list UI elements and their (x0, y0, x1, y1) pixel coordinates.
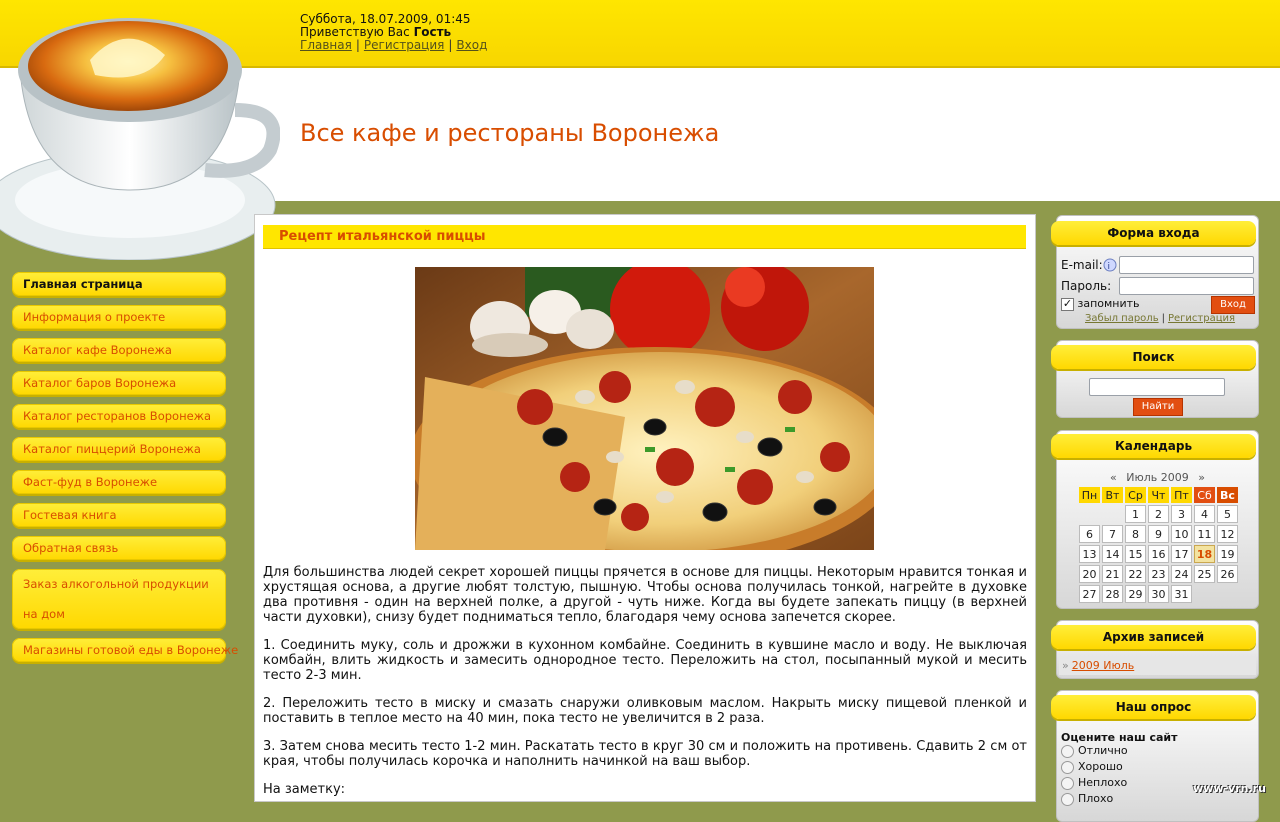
calendar-day[interactable]: 25 (1194, 565, 1215, 583)
calendar-day[interactable]: 10 (1171, 525, 1192, 543)
password-label: Пароль: (1061, 279, 1112, 293)
weekday-label: Чт (1148, 487, 1169, 503)
calendar-nav (1057, 471, 1258, 484)
openid-icon[interactable] (1103, 258, 1117, 272)
calendar-day[interactable]: 17 (1171, 545, 1192, 563)
calendar-empty-cell (1079, 505, 1100, 523)
forgot-password-link[interactable]: Забыл пароль (1085, 313, 1159, 324)
menu-item-about[interactable]: Информация о проекте (12, 305, 226, 329)
calendar-day[interactable]: 9 (1148, 525, 1169, 543)
poll-option[interactable]: Хорошо (1061, 760, 1123, 774)
calendar-day[interactable]: 22 (1125, 565, 1146, 583)
menu-item-restaurant-catalog[interactable]: Каталог ресторанов Воронежа (12, 404, 226, 428)
menu-item-alcohol-delivery[interactable]: Заказ алкогольной продукции на дом (12, 569, 226, 629)
calendar-week (1079, 565, 1238, 583)
poll-option[interactable]: Плохо (1061, 792, 1113, 806)
calendar-day[interactable]: 13 (1079, 545, 1100, 563)
login-form-block (1056, 215, 1259, 329)
article-paragraph: 3. Затем снова месить тесто 1-2 мин. Раскатать тесто в круг 30 см и положить на противень. Сдавить 2 см от края, чтобы получилась корочка и наполнить начинкой на ваш выбор. (263, 739, 1027, 769)
site-title: Все кафе и рестораны Воронежа (300, 119, 720, 147)
menu-item-fastfood[interactable]: Фаст-фуд в Воронеже (12, 470, 226, 494)
password-field[interactable] (1119, 277, 1254, 295)
calendar-day[interactable]: 21 (1102, 565, 1123, 583)
search-block (1056, 340, 1259, 418)
user-info-panel (300, 13, 487, 52)
radio-button[interactable] (1061, 745, 1074, 758)
calendar-day-today[interactable]: 18 (1194, 545, 1215, 563)
svg-text:i: i (1107, 262, 1111, 272)
calendar-day[interactable]: 15 (1125, 545, 1146, 563)
email-field[interactable] (1119, 256, 1254, 274)
menu-item-pizzeria-catalog[interactable]: Каталог пиццерий Воронежа (12, 437, 226, 461)
article-title-bar (263, 225, 1026, 249)
login-links: Забыл пароль | Регистрация (1085, 313, 1236, 324)
weekday-label: Вс (1217, 487, 1238, 503)
article-paragraph: 2. Переложить тесто в миску и смазать снаружи оливковым маслом. Накрыть миску пищевой пленкой и поставить в теплое место на 40 мин, пока тесто не увеличится в 2 раза. (263, 696, 1027, 726)
calendar-day[interactable]: 31 (1171, 585, 1192, 603)
article-title: Рецепт итальянской пиццы (279, 229, 486, 244)
calendar-next[interactable]: » (1198, 471, 1205, 484)
calendar-empty-cell (1217, 585, 1238, 603)
main-menu (12, 272, 239, 671)
login-form-title: Форма входа (1051, 221, 1256, 245)
register-link-small[interactable]: Регистрация (1167, 313, 1236, 324)
weekday-label: Ср (1125, 487, 1146, 503)
calendar-title: Календарь (1051, 434, 1256, 458)
calendar-day[interactable]: 7 (1102, 525, 1123, 543)
weekday-label: Пт (1171, 487, 1192, 503)
calendar-block (1056, 430, 1259, 609)
calendar-day[interactable]: 4 (1194, 505, 1215, 523)
calendar-day[interactable]: 3 (1171, 505, 1192, 523)
remember-label: запомнить (1077, 297, 1140, 310)
radio-button[interactable] (1061, 793, 1074, 806)
calendar-day[interactable]: 27 (1079, 585, 1100, 603)
login-submit-button[interactable]: Вход (1211, 296, 1255, 314)
calendar-day[interactable]: 23 (1148, 565, 1169, 583)
top-links: Главная | Регистрация | Вход (300, 38, 488, 52)
calendar-empty-cell (1194, 585, 1215, 603)
poll-option[interactable]: Отлично (1061, 744, 1128, 758)
home-link[interactable]: Главная (300, 38, 352, 52)
calendar-week (1079, 525, 1238, 543)
calendar-day[interactable]: 8 (1125, 525, 1146, 543)
menu-item-cafe-catalog[interactable]: Каталог кафе Воронежа (12, 338, 226, 362)
weekday-label: Пн (1079, 487, 1100, 503)
radio-button[interactable] (1061, 777, 1074, 790)
archive-item (1059, 657, 1256, 675)
calendar-grid (1077, 485, 1240, 605)
calendar-day[interactable]: 26 (1217, 565, 1238, 583)
poll-option[interactable]: Неплохо (1061, 776, 1127, 790)
menu-item-home[interactable]: Главная страница (12, 272, 226, 296)
poll-title: Наш опрос (1051, 695, 1256, 719)
watermark: www-vrn.ru (1193, 782, 1266, 795)
menu-item-ready-food-shops[interactable]: Магазины готовой еды в Воронеже (12, 638, 226, 662)
search-title: Поиск (1051, 345, 1256, 369)
article-paragraph: Для большинства людей секрет хорошей пиццы прячется в основе для пиццы. Некоторым нравится тонкая и хрустящая основа, а другие любят толстую, пышную. Чтобы основа получилась тонкой, нагрейте в духовке два противня - один на верхней полке, а другой - чуть ниже. Когда вы будете запекать пиццу (в верхней части духовки), снизу будет подниматься тепло, благодаря чему основа запечется скорее. (263, 565, 1027, 625)
calendar-week (1079, 585, 1238, 603)
calendar-day[interactable]: 5 (1217, 505, 1238, 523)
menu-item-bar-catalog[interactable]: Каталог баров Воронежа (12, 371, 226, 395)
calendar-empty-cell (1102, 505, 1123, 523)
calendar-weekdays (1079, 487, 1238, 503)
current-datetime: Суббота, 18.07.2009, 01:45 (300, 12, 471, 26)
register-link[interactable]: Регистрация (363, 38, 445, 52)
search-input[interactable] (1089, 378, 1225, 396)
email-label: E-mail: (1061, 258, 1103, 272)
calendar-day[interactable]: 2 (1148, 505, 1169, 523)
weekday-label: Вт (1102, 487, 1123, 503)
menu-item-guestbook[interactable]: Гостевая книга (12, 503, 226, 527)
calendar-day[interactable]: 14 (1102, 545, 1123, 563)
calendar-day[interactable]: 16 (1148, 545, 1169, 563)
calendar-day[interactable]: 20 (1079, 565, 1100, 583)
coffee-cup-logo (0, 0, 280, 260)
article-paragraph: На заметку: (263, 782, 346, 797)
calendar-day[interactable]: 28 (1102, 585, 1123, 603)
archive-title: Архив записей (1051, 625, 1256, 649)
calendar-day[interactable]: 29 (1125, 585, 1146, 603)
calendar-day[interactable]: 19 (1217, 545, 1238, 563)
calendar-day[interactable]: 30 (1148, 585, 1169, 603)
menu-item-feedback[interactable]: Обратная связь (12, 536, 226, 560)
radio-button[interactable] (1061, 761, 1074, 774)
calendar-day[interactable]: 6 (1079, 525, 1100, 543)
login-link[interactable]: Вход (456, 38, 488, 52)
calendar-day[interactable]: 24 (1171, 565, 1192, 583)
search-button[interactable]: Найти (1133, 398, 1183, 416)
archive-link-2009-july[interactable]: 2009 Июль (1071, 659, 1135, 672)
article-paragraph: 1. Соединить муку, соль и дрожжи в кухонном комбайне. Соединить в кувшине масло и воду. Не выключая комбайн, влить жидкость и замесить однородное тесто. Переложить на стол, посыпанный мукой и месить тесто 2-3 мин. (263, 638, 1027, 683)
main-content (254, 214, 1036, 802)
article-body (263, 565, 1027, 810)
poll-question: Оцените наш сайт (1061, 731, 1178, 744)
poll-block (1056, 690, 1259, 822)
calendar-day[interactable]: 11 (1194, 525, 1215, 543)
calendar-day[interactable]: 1 (1125, 505, 1146, 523)
pizza-photo (415, 267, 874, 550)
username: Гость (413, 25, 452, 39)
archive-block (1056, 620, 1259, 679)
archive-bullet: » (1062, 659, 1069, 672)
remember-row (1061, 297, 1140, 311)
calendar-day[interactable]: 12 (1217, 525, 1238, 543)
calendar-month: Июль 2009 (1126, 471, 1189, 484)
calendar-week (1079, 545, 1238, 563)
greeting: Приветствую Вас Гость (300, 25, 452, 39)
weekday-label: Сб (1194, 487, 1215, 503)
calendar-prev[interactable]: « (1110, 471, 1117, 484)
remember-checkbox[interactable]: ✓ (1062, 296, 1073, 310)
calendar-week (1079, 505, 1238, 523)
